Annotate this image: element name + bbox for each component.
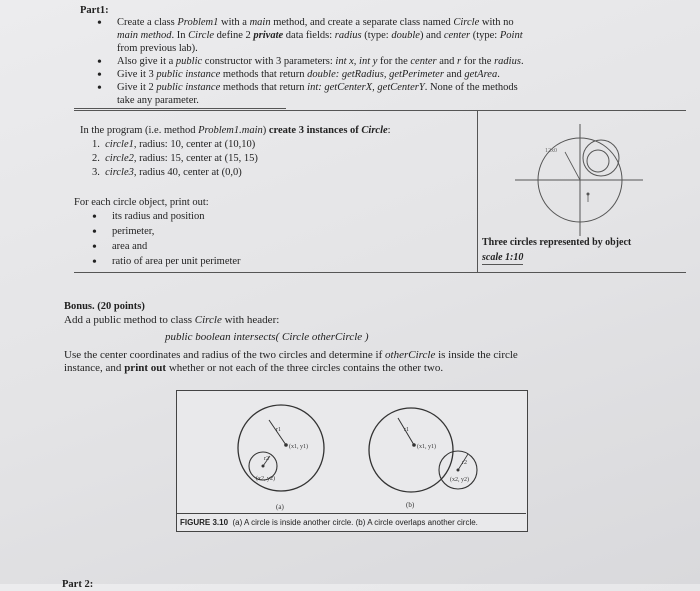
text: int: getCenterX, getCenterY bbox=[307, 82, 425, 93]
label-r2-b: r2 bbox=[462, 460, 467, 466]
figure-tag: 12x0 bbox=[545, 148, 557, 154]
text: Problem1 bbox=[177, 17, 219, 28]
bullet-dot: • bbox=[92, 255, 97, 270]
list-item: perimeter, bbox=[112, 226, 155, 237]
text: public instance bbox=[156, 82, 221, 93]
text: main bbox=[249, 17, 271, 28]
text: radius bbox=[494, 56, 521, 67]
list-item: its radius and position bbox=[112, 211, 205, 222]
bullet-1-line-2 bbox=[117, 29, 523, 42]
text: Also give it a bbox=[117, 56, 176, 67]
text: circle1 bbox=[105, 139, 134, 150]
text: getArea bbox=[464, 69, 498, 80]
label-r1-b: r1 bbox=[404, 427, 409, 433]
text: FIGURE 3.10 bbox=[180, 518, 229, 527]
text: : bbox=[387, 125, 391, 136]
text: instance, and bbox=[64, 362, 125, 374]
text: private bbox=[253, 30, 284, 41]
text: is inside the circle bbox=[435, 349, 518, 361]
figure-caption-rule bbox=[176, 513, 526, 514]
text: double: getRadius, getPerimeter bbox=[307, 69, 444, 80]
text: r bbox=[457, 56, 462, 67]
bullet-dot: • bbox=[92, 210, 97, 225]
text: main method bbox=[117, 30, 172, 41]
center-1-a bbox=[284, 443, 288, 447]
text: radius bbox=[334, 30, 362, 41]
text: , radius: 10, center at (10,10) bbox=[133, 139, 256, 150]
text: In the program (i.e. method bbox=[80, 125, 199, 136]
text: Give it 3 bbox=[117, 69, 157, 80]
label-p2-a: (x2, y2) bbox=[256, 476, 275, 482]
center-2-a bbox=[262, 465, 265, 468]
label-r1-a: r1 bbox=[276, 427, 281, 433]
bonus-line-1 bbox=[64, 314, 279, 327]
text: ) and bbox=[419, 30, 444, 41]
text: public bbox=[175, 56, 203, 67]
text: Point bbox=[499, 30, 523, 41]
text: 2. bbox=[92, 153, 100, 164]
text: (a) A circle is inside another circle. (b) A circle overlaps another circle. bbox=[232, 518, 478, 527]
list-item: area and bbox=[112, 241, 148, 252]
list-item bbox=[92, 138, 255, 151]
text: Give it 2 bbox=[117, 82, 157, 93]
table-rule-top-left bbox=[74, 108, 286, 109]
text: data fields: bbox=[283, 30, 335, 41]
label-r2-a: r2 bbox=[264, 456, 269, 462]
text: otherCircle bbox=[385, 349, 436, 361]
text: constructor with 3 parameters: bbox=[202, 56, 336, 67]
text: Circle bbox=[188, 30, 215, 41]
text: center bbox=[410, 56, 437, 67]
bullet-dot: • bbox=[97, 16, 102, 31]
table-rule-bottom bbox=[74, 272, 686, 273]
table-rule-top bbox=[74, 110, 686, 111]
bullet-dot: • bbox=[92, 240, 97, 255]
text: Use the center coordinates and radius of the two circles and determine if bbox=[64, 349, 386, 361]
bullet-1-line-1 bbox=[117, 16, 514, 29]
text: double bbox=[391, 30, 420, 41]
text: 3. bbox=[92, 167, 100, 178]
right-figure-scale: scale 1:10 bbox=[482, 252, 524, 263]
text: . bbox=[520, 56, 524, 67]
outer-circle-b bbox=[369, 408, 453, 492]
text: , radius 40, center at (0,0) bbox=[133, 167, 242, 178]
text: (type: bbox=[361, 30, 392, 41]
bullet-4-line-1 bbox=[117, 81, 518, 94]
label-p1-b: (x1, y1) bbox=[417, 444, 436, 450]
table-rule-divider bbox=[477, 110, 478, 272]
text: . bbox=[497, 69, 500, 80]
text: Circle bbox=[194, 314, 222, 326]
bonus-paragraph-line-2 bbox=[64, 362, 443, 375]
text: , radius: 15, center at (15, 15) bbox=[133, 153, 258, 164]
center-1-b bbox=[412, 443, 416, 447]
bullet-dot: • bbox=[97, 68, 102, 83]
bullet-3 bbox=[117, 68, 500, 81]
figure-label-a: (a) bbox=[276, 503, 284, 511]
part2-heading: Part 2: bbox=[62, 579, 94, 590]
bullet-4-line-2: take any parameter. bbox=[117, 95, 199, 106]
figure-circles bbox=[176, 390, 526, 515]
text: and bbox=[443, 69, 465, 80]
list-item bbox=[92, 152, 258, 165]
text: Circle bbox=[361, 125, 388, 136]
text: create 3 instances of bbox=[268, 125, 362, 136]
label-p1-a: (x1, y1) bbox=[289, 444, 308, 450]
text: print out bbox=[124, 362, 167, 374]
part1-heading: Part1: bbox=[80, 5, 109, 16]
bullet-dot: • bbox=[97, 81, 102, 96]
outer-circle-a bbox=[238, 405, 324, 491]
bullet-2 bbox=[117, 55, 524, 68]
bullet-dot: • bbox=[97, 55, 102, 70]
text: methods that return bbox=[220, 82, 308, 93]
text: method, and create a separate class named bbox=[270, 17, 454, 28]
bonus-title: Bonus. (20 points) bbox=[64, 301, 145, 312]
figure-a bbox=[238, 405, 324, 491]
circle1-shape bbox=[587, 150, 609, 172]
center-2-b bbox=[457, 469, 460, 472]
text: (type: bbox=[470, 30, 500, 41]
text: circle3 bbox=[105, 167, 134, 178]
text: Circle bbox=[453, 17, 480, 28]
text: with no bbox=[479, 17, 514, 28]
circles-axes-figure bbox=[505, 118, 645, 238]
each-title: For each circle object, print out: bbox=[74, 197, 209, 208]
radius-line bbox=[565, 152, 580, 180]
figure-b bbox=[369, 408, 477, 492]
text: and bbox=[436, 56, 458, 67]
text: Create a class bbox=[117, 17, 178, 28]
circle2-shape bbox=[583, 140, 619, 176]
text: center bbox=[443, 30, 471, 41]
text: methods that return bbox=[220, 69, 308, 80]
text: for the bbox=[461, 56, 495, 67]
text: with a bbox=[218, 17, 250, 28]
label-p2-b: (x2, y2) bbox=[450, 477, 469, 483]
text: define 2 bbox=[214, 30, 254, 41]
list-item: ratio of area per unit perimeter bbox=[112, 256, 241, 267]
bonus-paragraph-line-1 bbox=[64, 349, 518, 362]
text: circle2 bbox=[105, 153, 134, 164]
text: for the bbox=[377, 56, 411, 67]
list-item bbox=[92, 166, 242, 179]
text: with header: bbox=[221, 314, 280, 326]
text: 1. bbox=[92, 139, 100, 150]
text: Problem1.main bbox=[198, 125, 263, 136]
bullet-dot: • bbox=[92, 225, 97, 240]
program-intro bbox=[80, 124, 391, 137]
text: . None of the methods bbox=[424, 82, 518, 93]
figure-caption bbox=[180, 516, 478, 529]
right-figure-caption: Three circles represented by object bbox=[482, 237, 632, 248]
text: . In bbox=[171, 30, 189, 41]
bullet-1-line-3: from previous lab). bbox=[117, 43, 198, 54]
text: ) bbox=[262, 125, 269, 136]
text: public instance bbox=[156, 69, 221, 80]
text: int x, int y bbox=[335, 56, 378, 67]
text: Add a public method to class bbox=[64, 314, 195, 326]
figure-label-b: (b) bbox=[406, 501, 415, 509]
method-header: public boolean intersects( Circle otherCircle ) bbox=[165, 331, 369, 343]
text: whether or not each of the three circles contains the other two. bbox=[166, 362, 444, 374]
